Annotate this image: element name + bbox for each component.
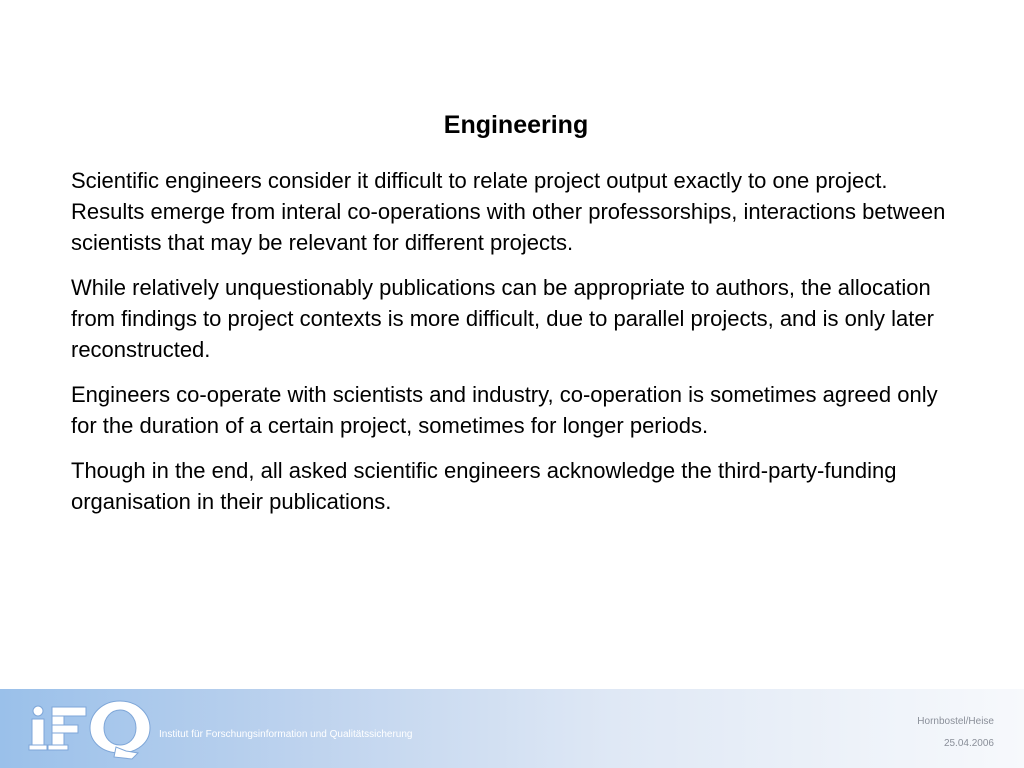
body-paragraph: Scientific engineers consider it difficult to relate project output exactly to one project. Results emerge from interal co-operations with other professorships, interactions between scientists that may be relevant for different projects. xyxy=(71,168,946,255)
footer-author: Hornbostel/Heise xyxy=(917,716,994,727)
body-paragraph: Engineers co-operate with scientists and industry, co-operation is sometimes agreed only for the duration of a certain project, sometimes for longer periods. xyxy=(71,382,938,438)
institute-name: Institut für Forschungsinformation und Qualitätssicherung xyxy=(159,729,413,740)
slide-body xyxy=(71,165,966,531)
body-paragraph: Though in the end, all asked scientific engineers acknowledge the third-party-funding organisation in their publications. xyxy=(71,458,897,514)
ifq-logo-icon xyxy=(28,697,154,761)
footer-date: 25.04.2006 xyxy=(943,738,994,749)
slide-title: Engineering xyxy=(443,111,589,139)
body-paragraph: While relatively unquestionably publications can be appropriate to authors, the allocation from findings to project contexts is more difficult, due to parallel projects, and is only later reconstructed. xyxy=(71,275,934,362)
